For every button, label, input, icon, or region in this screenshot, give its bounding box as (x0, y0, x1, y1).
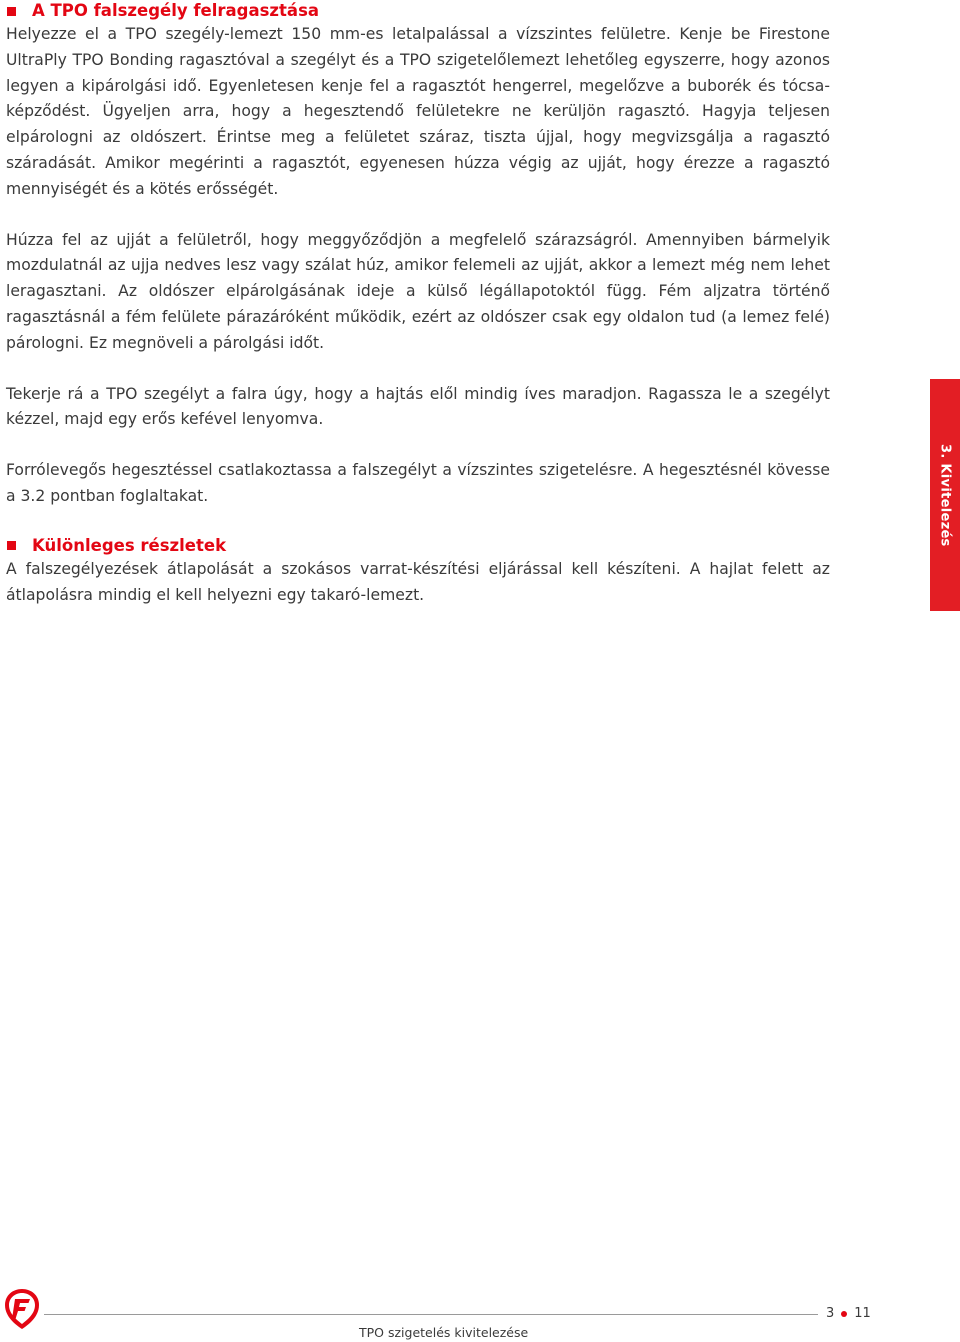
paragraph: Helyezze el a TPO szegély-lemezt 150 mm-es letalpalással a vízszintes felületre. Kenje be Firestone UltraPly TPO Bonding ragasztóval a szegélyt és a TPO szigetelőlemezt lehetőleg egyszerre, hogy azonos legyen a kipárolgási idő. Egyenletesen kenje fel a ragasztót hengerrel, megelőzve a buborék és tócsa-képződést. Ügyeljen arra, hogy a hegesztendő felületekre ne kerüljön ragasztó. Hagyja teljesen elpárologni az oldószert. Érintse meg a felületet száraz, tiszta újjal, hogy megvizsgálja a ragasztó száradását. Amikor megérinti a ragasztót, egyenesen húzza végig az ujját, hogy érezze a ragasztó mennyiségét és a kötés erősségét. (6, 25, 830, 198)
red-square-bullet-icon (7, 7, 16, 16)
section-heading-text: A TPO falszegély felragasztása (32, 1, 320, 20)
section-heading-text: Különleges részletek (32, 535, 227, 555)
firestone-f-logo-icon (2, 1287, 42, 1331)
page-number-value: 11 (854, 1306, 871, 1321)
paragraph: Húzza fel az ujját a felületről, hogy meggyőződjön a megfelelő szárazságról. Amennyiben bármelyik mozdulatnál az ujja nedves lesz vagy szálat húz, amikor felemeli az ujját, akkor a lemezt még nem lehet leragasztani. Az oldószer elpárolgásának ideje a külső légállapotoktól függ. Fém aljzatra történő ragasztásnál a fém felülete párazáróként működik, ezért az oldószer csak egy oldalon tud (a lemez felé) párologni. Ez megnöveli a párolgási időt. (6, 230, 830, 352)
footer-rule (44, 1314, 818, 1315)
main-content (6, 0, 830, 608)
chapter-side-tab-label: 3. Kivitelezés (937, 443, 953, 547)
chapter-side-tab[interactable] (930, 379, 960, 611)
chapter-number: 3 (826, 1306, 835, 1321)
paragraph: A falszegélyezések átlapolását a szokásos varrat-készítési eljárással kell készíteni. A hajlat felett az átlapolásra mindig el kell helyezni egy takaró-lemezt. (6, 559, 830, 604)
paragraph: Forrólevegős hegesztéssel csatlakoztassa a falszegélyt a vízszintes szigetelésre. A hegesztésnél kövesse a 3.2 pontban foglaltakat. (6, 461, 830, 505)
section-heading-falszegely (6, 0, 830, 22)
paragraph: Tekerje rá a TPO szegélyt a falra úgy, hogy a hajtás elől mindig íves maradjon. Ragassza le a szegélyt kézzel, majd egy erős kefével lenyomva. (6, 384, 830, 429)
page-number (826, 1306, 871, 1321)
footer-title: TPO szigetelés kivitelezése (359, 1325, 529, 1340)
page-dot-icon (841, 1311, 847, 1317)
red-square-bullet-icon (7, 541, 16, 550)
section-heading-kulonleges (6, 535, 830, 557)
